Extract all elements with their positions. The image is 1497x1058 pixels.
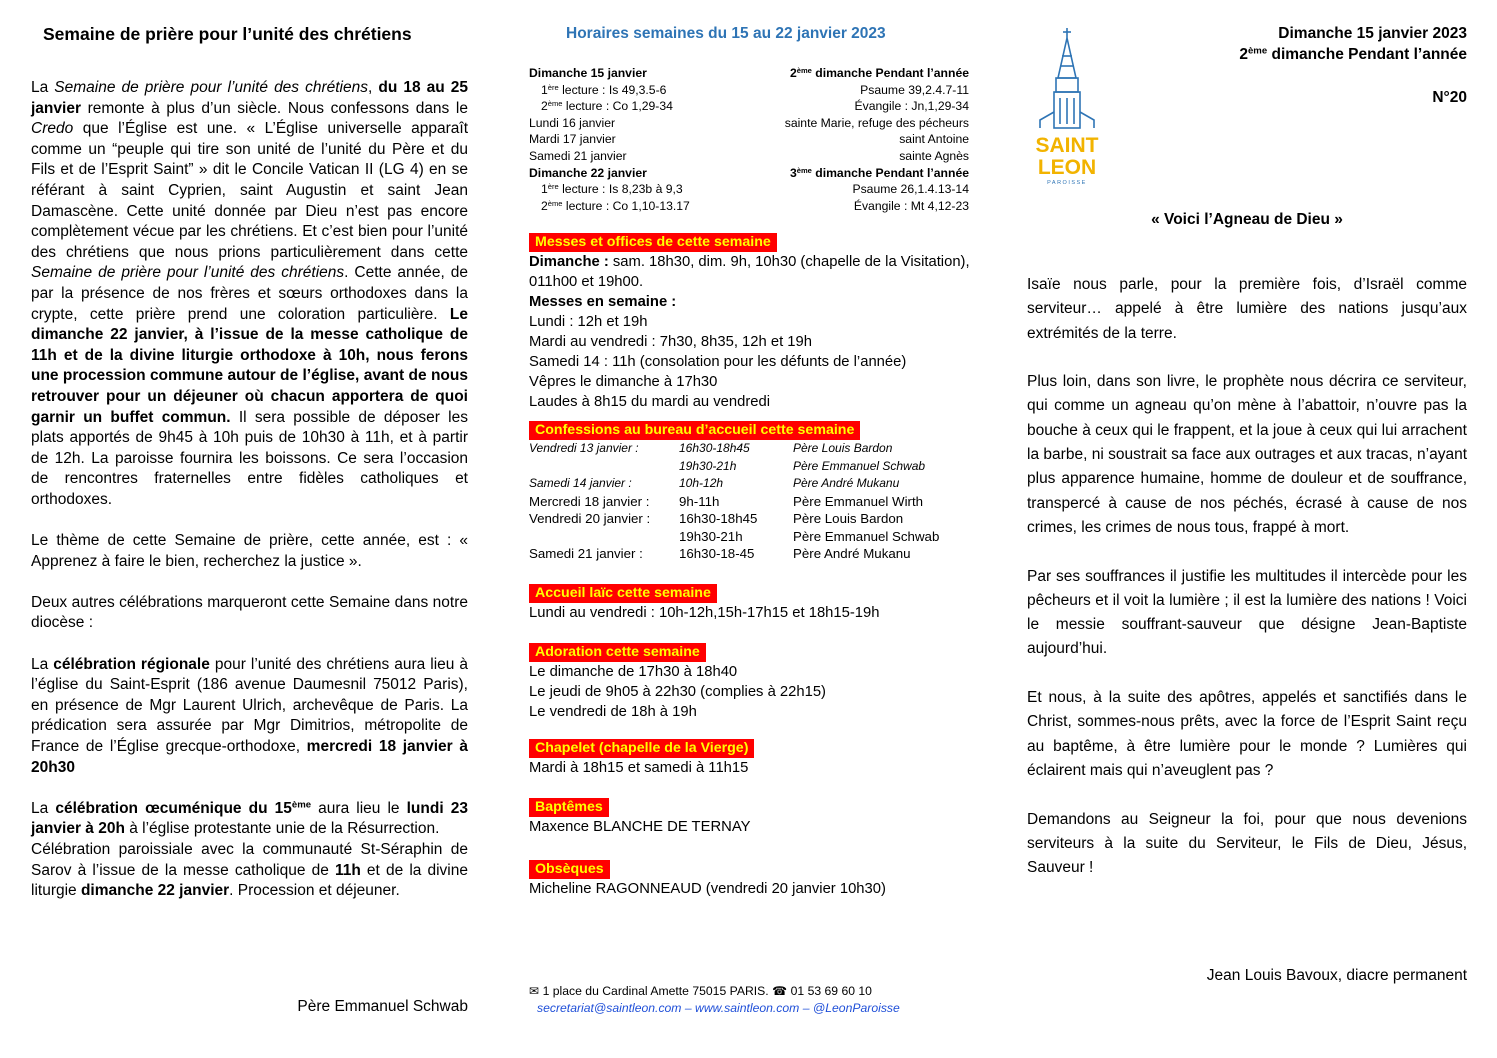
text-run: Le dimanche 22 janvier, à l’issue de la messe catholique de 11h et de la divine liturgie orthodoxe à 10h, nous ferons une procession commune autour de l’église, avant de nous retrouver pour un déjeuner où chacun apportera de quoi garnir un buffet commun. [31, 305, 468, 426]
envelope-icon: ✉ [529, 984, 540, 998]
text-run: Deux autres célébrations marqueront cette Semaine dans notre diocèse : [31, 593, 468, 632]
schedule-row [529, 131, 969, 148]
schedule-day: 1ère lecture : Is 8,23b à 9,3 [541, 182, 683, 197]
confession-priest: Père Emmanuel Schwab [793, 528, 940, 544]
section-obseques [529, 860, 969, 899]
schedule-day: 1ère lecture : Is 49,3.5-6 [541, 82, 667, 97]
schedule-reading: sainte Agnès [899, 148, 969, 163]
schedule-row [529, 165, 969, 182]
saint-leon-logo [1030, 28, 1104, 188]
confession-day: Mercredi 18 janvier : [529, 493, 650, 509]
confession-row [529, 493, 969, 511]
schedule-reading: Psaume 26,1.4.13-14 [852, 182, 969, 197]
schedule-day: 2ème lecture : Co 1,10-13.17 [541, 198, 690, 213]
left-paragraph [31, 799, 468, 840]
liturgy-schedule [529, 65, 969, 214]
confession-time: 16h30-18-45 [679, 546, 755, 561]
schedule-row [529, 148, 969, 165]
bulletin-number: N°20 [1432, 89, 1467, 106]
section-heading: Obsèques [529, 860, 610, 879]
text-run: pour l’unité des chrétiens aura lieu à l’église du Saint-Esprit (186 avenue Daumesnil 75012 Paris), en présence de Mgr Laurent Ulrich, archevêque de Paris. La prédication sera assurée par Mgr Dimitrios, métropolite de France de l’Église grecque-orthodoxe, [31, 655, 468, 755]
confessions-table [529, 440, 969, 563]
section-messes [529, 233, 969, 412]
schedule-row [529, 115, 969, 132]
section-baptemes [529, 798, 969, 837]
schedule-title: Horaires semaines du 15 au 22 janvier 2023 [566, 25, 886, 42]
messes-dimanche-text2: 011h00 et 19h00. [529, 274, 644, 290]
editorial-paragraph: Demandons au Seigneur la foi, pour que nous devenions serviteurs à la suite du Serviteur, le Fils de Dieu, Jésus, Sauveur ! [1027, 810, 1467, 877]
messes-dimanche-label: Dimanche : [529, 254, 609, 270]
confession-row [529, 545, 969, 563]
text-run: ème [291, 799, 312, 811]
editorial-paragraph: Isaïe nous parle, pour la première fois, d’Israël comme serviteur… appelé à être lumière des nations jusqu’aux extrémités de la terre. [1027, 276, 1467, 342]
section-heading: Chapelet (chapelle de la Vierge) [529, 739, 754, 758]
text-run: à l’église protestante unie de la Résurrection. [124, 820, 440, 838]
schedule-row [529, 198, 969, 215]
text-run: et de la divine liturgie [31, 861, 468, 900]
section-line: Le vendredi de 18h à 19h [529, 704, 697, 720]
editorial-signature: Jean Louis Bavoux, diacre permanent [1206, 967, 1467, 984]
text-run: aura lieu le [311, 799, 407, 817]
schedule-reading: Psaume 39,2.4.7-11 [860, 82, 969, 97]
section-heading: Baptêmes [529, 798, 609, 817]
messes-semaine-label: Messes en semaine : [529, 294, 677, 310]
schedule-day: Lundi 16 janvier [529, 115, 616, 130]
section-line: Micheline RAGONNEAUD (vendredi 20 janvier 10h30) [529, 881, 886, 897]
schedule-row [529, 65, 969, 82]
section-line: Lundi : 12h et 19h [529, 314, 648, 330]
section-heading: Messes et offices de cette semaine [529, 233, 777, 252]
section-line: Lundi au vendredi : 10h-12h,15h-17h15 et 18h15-19h [529, 605, 880, 621]
schedule-day: Mardi 17 janvier [529, 132, 616, 147]
confession-time: 10h-12h [679, 476, 724, 490]
text-run: Le thème de cette Semaine de prière, cette année, est : « Apprenez à faire le bien, recherchez la justice ». [31, 532, 468, 570]
confession-day: Vendredi 20 janvier : [529, 511, 651, 526]
section-heading: Confessions au bureau d’accueil cette semaine [529, 421, 860, 440]
confession-time: 16h30-18h45 [679, 441, 750, 455]
left-paragraph [31, 531, 468, 572]
confession-priest: Père Louis Bardon [793, 511, 904, 526]
section-line: Vêpres le dimanche à 17h30 [529, 374, 718, 390]
text-run: . Cette année, de par la présence de nos frères et sœurs orthodoxes dans la crypte, cette prière prend une coloration particulière. [31, 264, 469, 323]
left-paragraph [31, 593, 468, 634]
text-run: Credo [31, 120, 74, 138]
confession-priest: Père André Mukanu [793, 476, 900, 490]
section-adoration [529, 643, 969, 722]
schedule-reading: sainte Marie, refuge des pécheurs [784, 115, 969, 130]
text-run: La [31, 655, 54, 673]
phone-icon: ☎ [772, 984, 788, 998]
schedule-reading: Évangile : Mt 4,12-23 [853, 198, 969, 213]
left-paragraph [31, 78, 468, 510]
section-confessions [529, 421, 969, 563]
section-line: Samedi 14 : 11h (consolation pour les défunts de l’année) [529, 354, 907, 370]
editorial-paragraph: Et nous, à la suite des apôtres, appelés et sanctifiés dans le Christ, sommes-nous prêts, avec la force de l’Esprit Saint reçu au baptême, à être lumière pour le monde ? Lumières qui éclairent mais qui n’aveuglent pas ? [1027, 689, 1467, 779]
left-title: Semaine de prière pour l’unité des chrétiens [43, 24, 412, 44]
footer-phone: 01 53 69 60 10 [787, 984, 872, 998]
confession-time: 9h-11h [679, 493, 720, 509]
confession-day [529, 528, 679, 546]
text-run: La [31, 79, 55, 96]
confession-priest: Père André Mukanu [793, 546, 911, 561]
editorial-paragraph: Par ses souffrances il justifie les multitudes il intercède pour les pêcheurs et il voit la lumière ; il est la lumière des nations ! Voici le messie souffrant-sauveur que désigne Jean-Baptiste aujourd’hui. [1027, 567, 1467, 658]
sunday-number: 2 [1239, 46, 1248, 63]
section-accueil [529, 584, 969, 623]
schedule-day: Dimanche 15 janvier [529, 66, 647, 80]
sunday-rest: dimanche Pendant l’année [1267, 46, 1467, 63]
text-run: Semaine de prière pour l’unité des chrétiens [31, 264, 345, 282]
schedule-row [529, 82, 969, 99]
confession-row [529, 440, 969, 458]
section-line: Mardi au vendredi : 7h30, 8h35, 12h et 19h [529, 334, 812, 350]
parish-footer [529, 983, 969, 1017]
schedule-row [529, 98, 969, 115]
confession-time: 19h30-21h [679, 528, 743, 544]
schedule-day: 2ème lecture : Co 1,29-34 [541, 99, 673, 114]
confession-time: 16h30-18h45 [679, 511, 758, 526]
text-run: Célébration paroissiale avec la communauté St-Séraphin de Sarov à l’issue de la messe catholique de [31, 840, 468, 879]
text-run: , [368, 79, 379, 96]
left-paragraph [31, 655, 468, 779]
section-line: Maxence BLANCHE DE TERNAY [529, 819, 751, 835]
confession-day: Samedi 14 janvier : [529, 476, 632, 490]
left-signature: Père Emmanuel Schwab [297, 998, 468, 1015]
confession-priest: Père Emmanuel Schwab [793, 458, 926, 473]
section-line: Le jeudi de 9h05 à 22h30 (complies à 22h15) [529, 684, 826, 700]
text-run: Il sera possible de déposer les plats apportés de 9h45 à 10h puis de 10h30 à 11h, et à partir de 12h. La paroisse fournira les boissons. Ce sera l’occasion de rencontres fraternelles entre fidèles catholiques et orthodoxes. [31, 408, 469, 508]
text-run: que l’Église est une. « L’Église universelle apparaît comme un “peuple qui tire son unité de l’unité du Père et du Fils et de l’Esprit Saint” » dit le Concile Vatican II (LG 4) en se référant à saint Cyprien, saint Augustin et saint Jean Damascène. Cette unité donnée par Dieu n’est pas encore complètement vécue par les chrétiens. Et c’est bien pour l’unité des chrétiens que nous prions particulièrement dans cette [31, 120, 468, 261]
text-run: Semaine de prière pour l’unité des chrétiens [54, 79, 368, 96]
text-run: célébration œcuménique du 15 [55, 799, 292, 817]
sunday-line [1239, 44, 1467, 65]
confession-row [529, 458, 969, 476]
messes-dimanche-text: sam. 18h30, dim. 9h, 10h30 (chapelle de la Visitation), [608, 254, 970, 270]
schedule-reading: 2ème dimanche Pendant l’année [789, 65, 969, 80]
text-run: La [31, 799, 56, 817]
confession-day: Samedi 21 janvier : [529, 546, 643, 561]
footer-contacts[interactable]: secretariat@saintleon.com – www.saintleon.com – @LeonParoisse [537, 1001, 900, 1015]
schedule-day: Dimanche 22 janvier [529, 165, 647, 180]
schedule-row [529, 181, 969, 198]
section-line: Laudes à 8h15 du mardi au vendredi [529, 394, 771, 410]
date-line: Dimanche 15 janvier 2023 [1278, 25, 1467, 42]
editorial-heading: « Voici l’Agneau de Dieu » [1151, 211, 1343, 228]
bulletin-date [1239, 23, 1467, 65]
section-line: Mardi à 18h15 et samedi à 11h15 [529, 760, 749, 776]
confession-day: Vendredi 13 janvier : [529, 441, 639, 455]
editorial-paragraph: Plus loin, dans son livre, le prophète nous décrira ce serviteur, qui comme un agneau qu’on mène à l’abattoir, n’ouvre pas la bouche à ceux qui le frappent, et la joue à ceux qui lui arrachent la barbe, ni soustrait sa face aux outrages et aux tracas, n’ayant plus apparence humaine, homme de douleur et de souffrance, transpercé à cause de nos péchés, écrasé à cause de nos crimes, les crimes de nous tous, frappé à mort. [1027, 373, 1467, 536]
text-run: mercredi 18 janvier à 20h30 [31, 738, 468, 776]
confession-time: 19h30-21h [679, 458, 737, 473]
text-run: . Procession et déjeuner. [229, 882, 400, 900]
section-line: Le dimanche de 17h30 à 18h40 [529, 664, 738, 680]
schedule-reading: 3ème dimanche Pendant l’année [789, 165, 969, 180]
sunday-sup: ème [1247, 45, 1268, 57]
text-run: 11h [334, 861, 361, 879]
text-run: dimanche 22 janvier [80, 882, 230, 900]
confession-row [529, 528, 969, 546]
left-article [31, 78, 468, 902]
text-run: du 18 au 25 janvier [31, 79, 468, 117]
text-run: lundi 23 janvier à 20h [31, 799, 468, 838]
logo-leon-text: LEON [1037, 156, 1097, 179]
confession-row [529, 510, 969, 528]
schedule-reading: Évangile : Jn,1,29-34 [854, 99, 969, 114]
confession-day [529, 458, 679, 476]
footer-address: 1 place du Cardinal Amette 75015 PARIS. [539, 984, 769, 998]
text-run: remonte à plus d’un siècle. Nous confessons dans le [80, 99, 468, 117]
confession-priest: Père Louis Bardon [793, 441, 893, 455]
schedule-day: Samedi 21 janvier [529, 148, 627, 163]
section-heading: Adoration cette semaine [529, 643, 706, 662]
logo-saint-text: SAINT [1035, 134, 1099, 157]
confession-row [529, 475, 969, 493]
confession-priest: Père Emmanuel Wirth [793, 493, 924, 509]
left-paragraph [31, 840, 468, 902]
section-heading: Accueil laïc cette semaine [529, 584, 717, 603]
schedule-reading: saint Antoine [899, 132, 969, 147]
logo-paroisse-text: PAROISSE [1047, 180, 1087, 186]
text-run: célébration régionale [53, 655, 210, 673]
editorial-text [1027, 273, 1467, 905]
section-chapelet [529, 739, 969, 778]
